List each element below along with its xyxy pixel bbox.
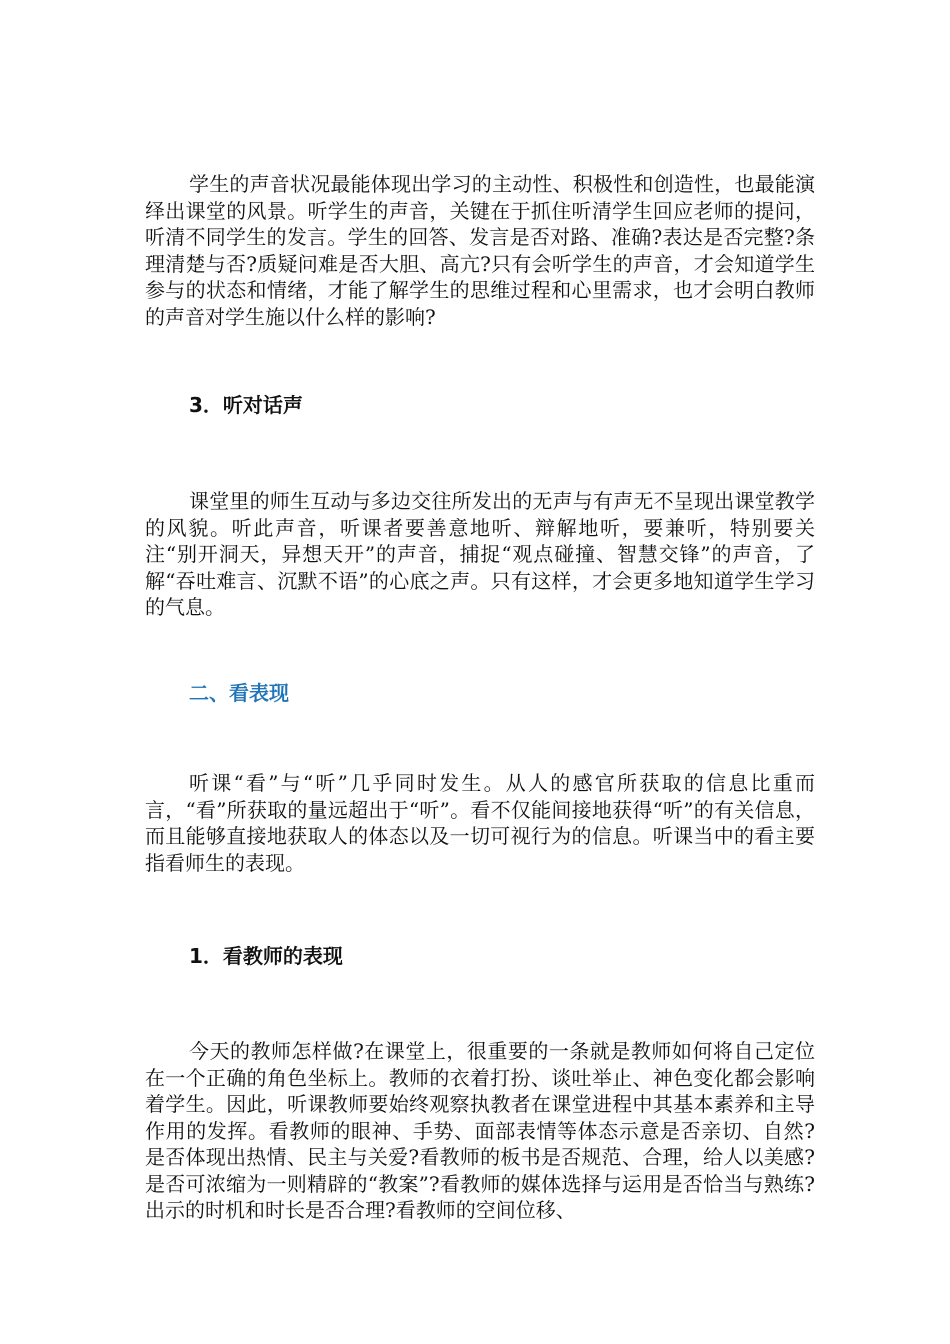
paragraph-dialogue: 课堂里的师生互动与多边交往所发出的无声与有声无不呈现出课堂教学的风貌。听此声音，听课者要善意地听、辩解地听，要兼听，特别要关注“别开洞天，异想天开”的声音，捕捉“观点碰撞、智慧交锋”的声音，了解“吞吐难言、沉默不语”的心底之声。只有这样，才会更多地知道学生学习的气息。 — [145, 489, 815, 619]
heading-listen-dialogue: 3．听对话声 — [189, 393, 303, 417]
heading-watch-teacher: 1．看教师的表现 — [189, 944, 343, 968]
paragraph-watch: 听课“看”与“听”几乎同时发生。从人的感官所获取的信息比重而言，“看”所获取的量远超出于“听”。看不仅能间接地获得“听”的有关信息，而且能够直接地获取人的体态以及一切可视行为的信息。听课当中的看主要指看师生的表现。 — [145, 771, 815, 875]
paragraph-teacher: 今天的教师怎样做?在课堂上，很重要的一条就是教师如何将自己定位在一个正确的角色坐标上。教师的衣着打扮、谈吐举止、神色变化都会影响着学生。因此，听课教师要始终观察执教者在课堂进程中其基本素养和主导作用的发挥。看教师的眼神、手势、面部表情等体态示意是否亲切、自然?是否体现出热情、民主与关爱?看教师的板书是否规范、合理，给人以美感?是否可浓缩为一则精辟的“教案”?看教师的媒体选择与运用是否恰当与熟练?出示的时机和时长是否合理?看教师的空间位移、 — [145, 1039, 815, 1222]
section-heading-watch: 二、看表现 — [189, 681, 289, 705]
paragraph-student-voice: 学生的声音状况最能体现出学习的主动性、积极性和创造性，也最能演绎出课堂的风景。听学生的声音，关键在于抓住听清学生回应老师的提问，听清不同学生的发言。学生的回答、发言是否对路、准确?表达是否完整?条理清楚与否?质疑问难是否大胆、高亢?只有会听学生的声音，才会知道学生参与的状态和情绪，才能了解学生的思维过程和心里需求，也才会明白教师的声音对学生施以什么样的影响? — [145, 172, 815, 329]
